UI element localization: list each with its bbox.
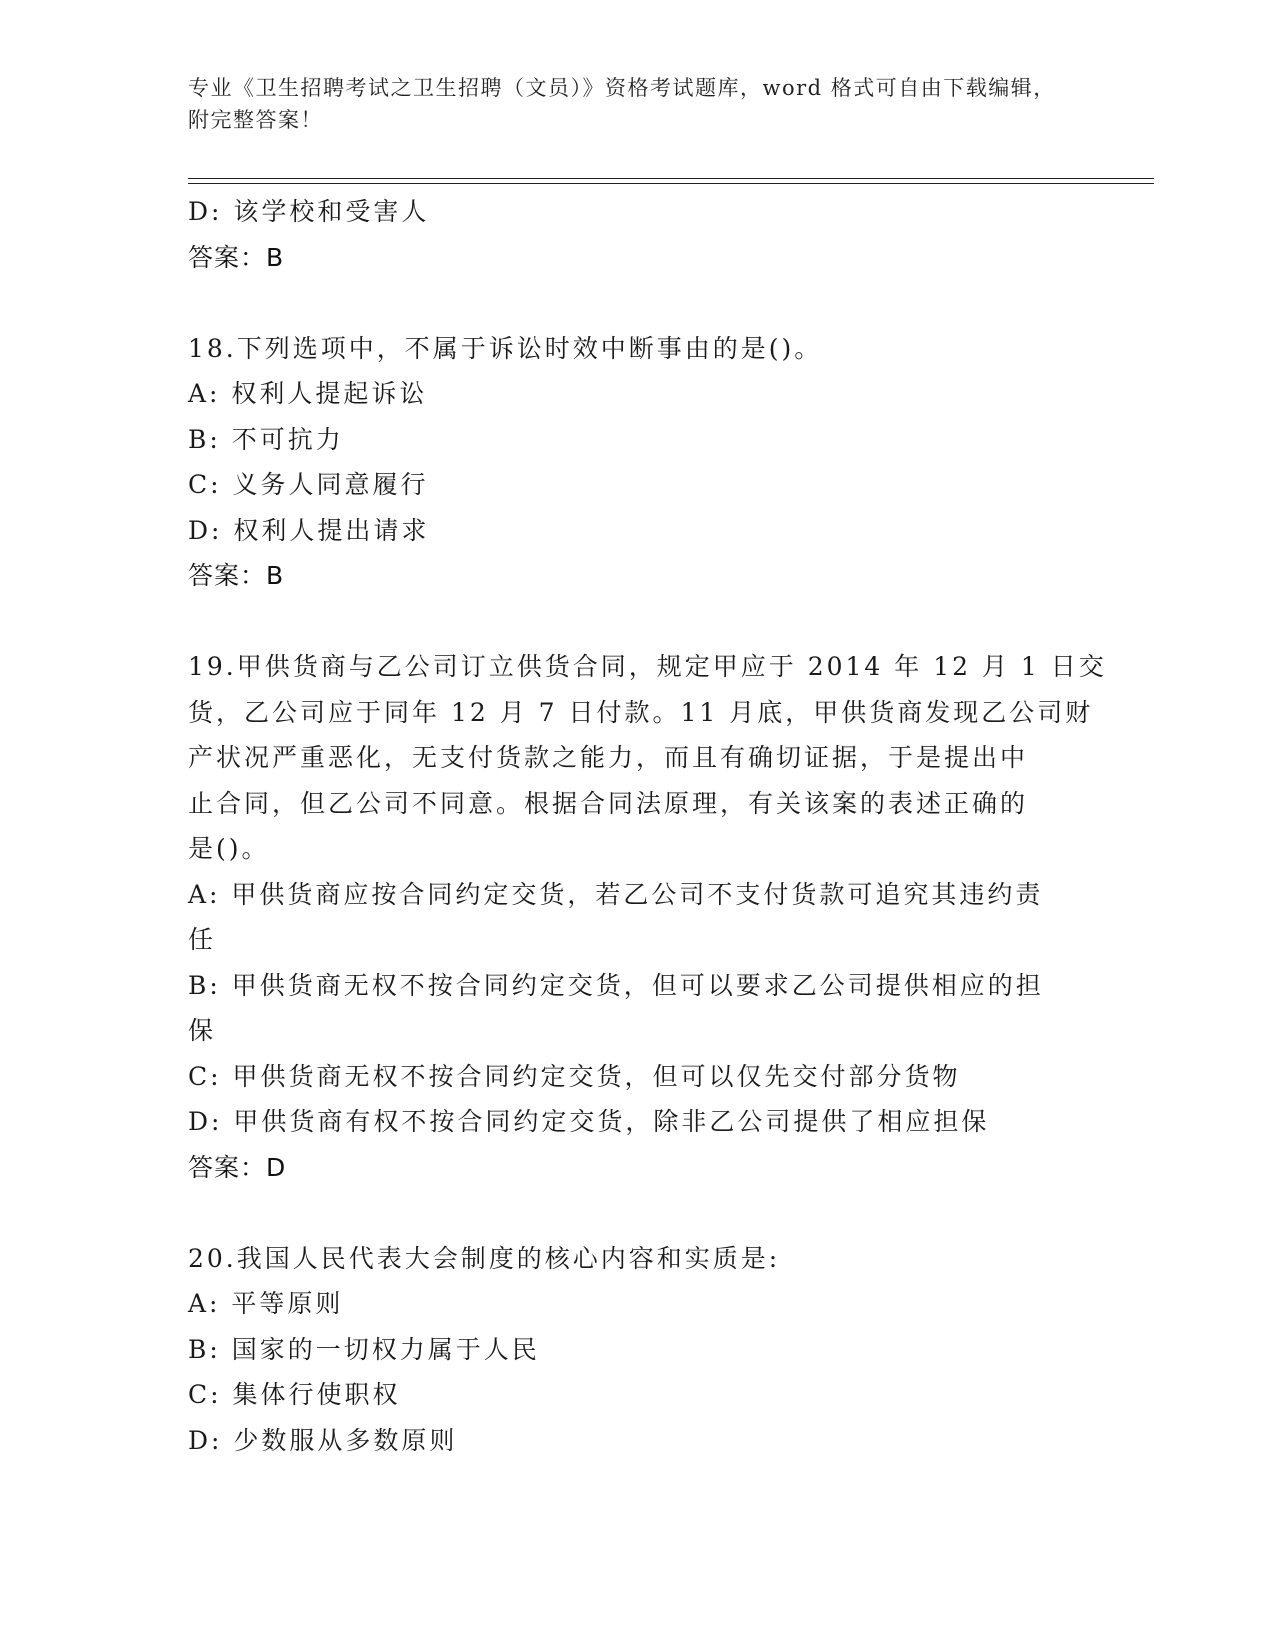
question-18-option-a: A: 权利人提起诉讼 — [188, 379, 428, 408]
question-19-answer: 答案：D — [188, 1152, 287, 1182]
question-20-option-d: D: 少数服从多数原则 — [188, 1425, 458, 1455]
spacer — [188, 1190, 1088, 1236]
question-19-stem-line: 是()。 — [188, 834, 270, 863]
question-19-option-a-line: A: 甲供货商应按合同约定交货，若乙公司不支付货款可追究其违约责 — [188, 879, 1044, 909]
header-rule-bottom — [188, 183, 1154, 184]
question-20-option-a: A: 平等原则 — [188, 1289, 344, 1318]
prev-option-d: D: 该学校和受害人 — [188, 197, 430, 226]
question-18-option-b: B: 不可抗力 — [188, 424, 344, 454]
question-18-option-d: D: 权利人提出请求 — [188, 515, 430, 545]
question-18-answer: 答案：B — [188, 561, 285, 590]
question-19-stem-line: 19.甲供货商与乙公司订立供货合同，规定甲应于 2014 年 12 月 1 日交 — [188, 652, 1107, 681]
question-19-stem-line: 止合同，但乙公司不同意。根据合同法原理，有关该案的表述正确的 — [188, 788, 1029, 818]
question-18-option-c: C: 义务人同意履行 — [188, 470, 429, 499]
question-19-stem-line: 货，乙公司应于同年 12 月 7 日付款。11 月底，甲供货商发现乙公司财 — [188, 697, 1094, 727]
question-19-option-b-line: 保 — [188, 1016, 217, 1045]
question-19-option-c: C: 甲供货商无权不按合同约定交货，但可以仅先交付部分货物 — [188, 1061, 961, 1091]
question-20-option-b: B: 国家的一切权力属于人民 — [188, 1334, 540, 1364]
header-rule-top — [188, 178, 1154, 179]
question-19-stem-line: 产状况严重恶化，无支付货款之能力，而且有确切证据，于是提出中 — [188, 743, 1029, 772]
question-20 — [188, 1236, 1088, 1464]
question-19 — [188, 644, 1107, 1190]
prev-answer: 答案：B — [188, 242, 285, 272]
exam-content — [188, 189, 1107, 1463]
question-18 — [188, 326, 1088, 599]
question-18-stem: 18.下列选项中，不属于诉讼时效中断事由的是()。 — [188, 333, 823, 363]
question-19-option-d: D: 甲供货商有权不按合同约定交货，除非乙公司提供了相应担保 — [188, 1107, 990, 1136]
page-header: 专业《卫生招聘考试之卫生招聘（文员）》资格考试题库，word 格式可自由下载编辑，附完整答案！ — [188, 76, 1056, 132]
question-19-option-b-line: B: 甲供货商无权不按合同约定交货，但可以要求乙公司提供相应的担 — [188, 970, 1044, 1000]
spacer — [188, 280, 1088, 326]
question-20-option-c: C: 集体行使职权 — [188, 1380, 401, 1409]
question-20-stem: 20.我国人民代表大会制度的核心内容和实质是: — [188, 1243, 781, 1273]
spacer — [188, 599, 1088, 645]
question-19-option-a-line: 任 — [188, 925, 217, 954]
